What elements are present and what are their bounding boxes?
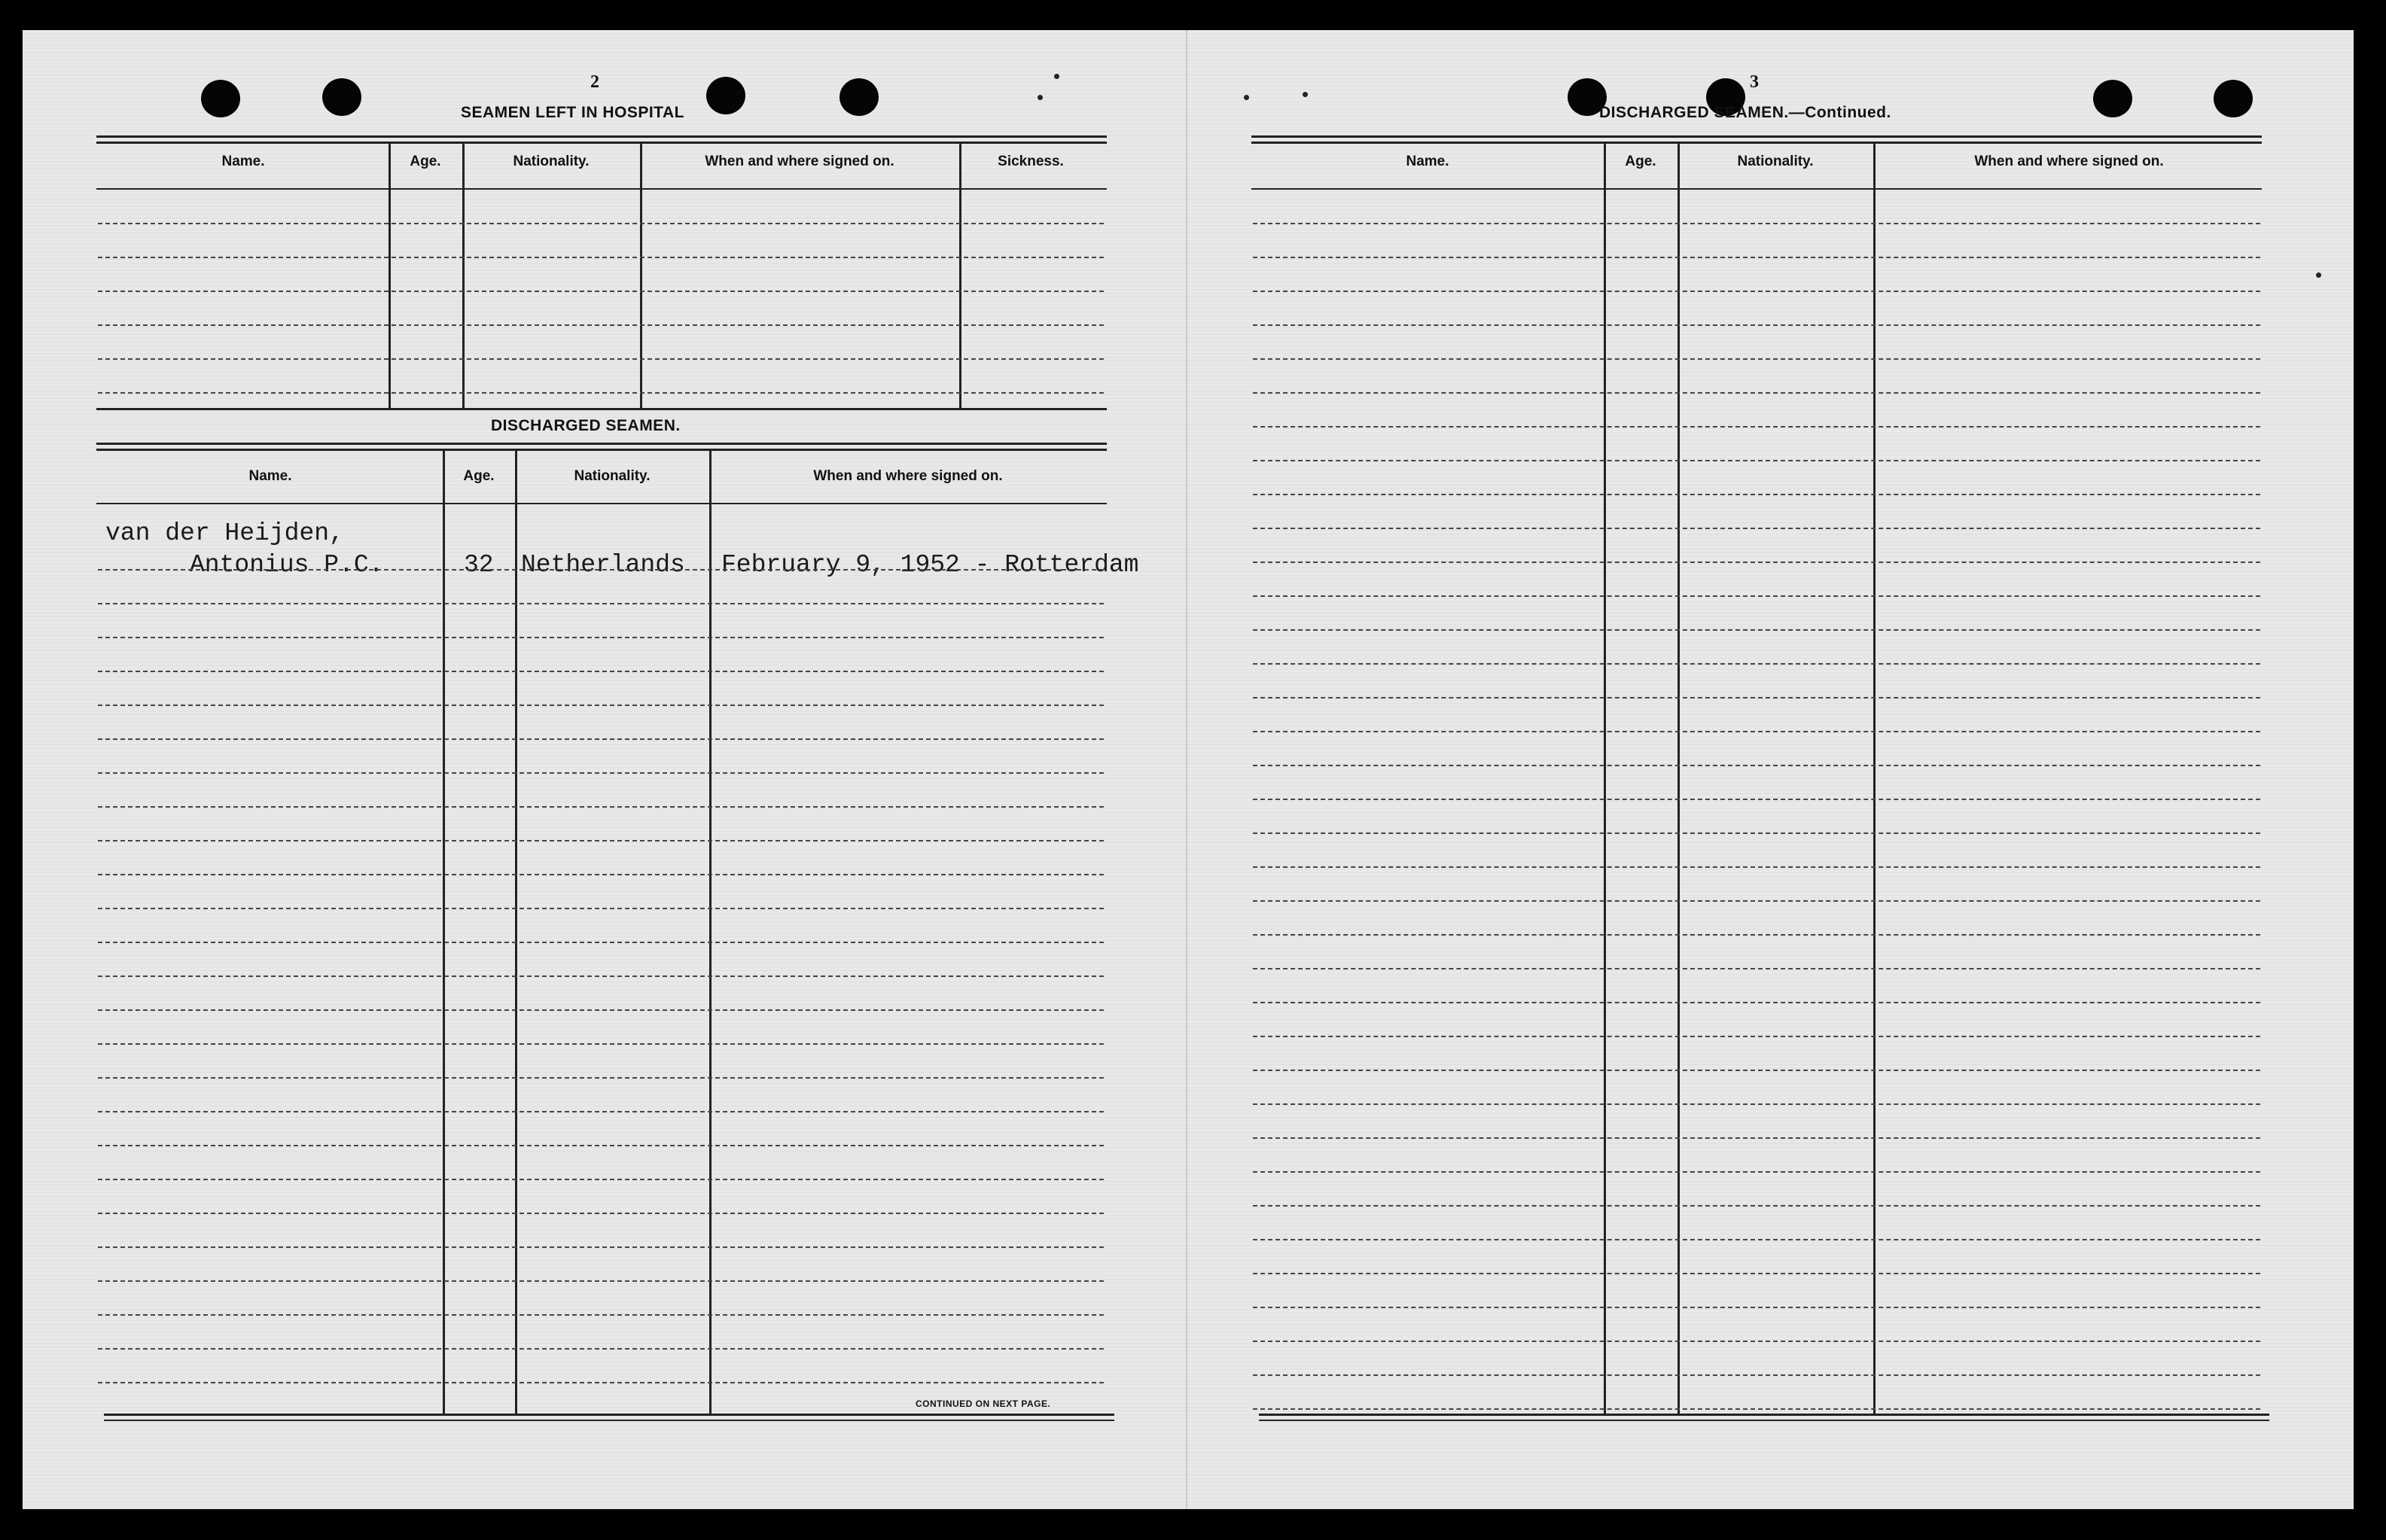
dotted-row-line (1253, 392, 2260, 394)
dotted-row-line (98, 975, 1104, 977)
punch-hole (2214, 80, 2253, 117)
dotted-row-line (1253, 1374, 2260, 1376)
dotted-row-line (1253, 562, 2260, 563)
dotted-row-line (1253, 1239, 2260, 1240)
dotted-row-line (1253, 1171, 2260, 1173)
page-number-right: 3 (1750, 72, 1759, 92)
dotted-row-line (98, 1145, 1104, 1146)
dotted-row-line (98, 772, 1104, 774)
dotted-row-line (98, 291, 1104, 292)
document-paper (23, 30, 2354, 1509)
dotted-row-line (1253, 426, 2260, 428)
right-col-nationality: Nationality. (1737, 154, 1814, 169)
hospital-table-top-rule (96, 135, 1107, 138)
page-number-left: 2 (590, 72, 599, 92)
right-table-bottom-rule (1259, 1414, 2269, 1416)
dotted-row-line (98, 392, 1104, 394)
entry-nationality: Netherlands (521, 551, 685, 579)
discharged-col-age: Age. (463, 468, 495, 484)
dotted-row-line (1253, 291, 2260, 292)
page-fold (1186, 30, 1187, 1509)
right-col-divider (1678, 142, 1680, 1414)
continued-footer: CONTINUED ON NEXT PAGE. (916, 1398, 1051, 1409)
dotted-row-line (1253, 460, 2260, 461)
dotted-row-line (98, 806, 1104, 808)
dotted-row-line (1253, 324, 2260, 326)
right-col-age: Age. (1625, 154, 1656, 169)
dotted-row-line (98, 223, 1104, 224)
dotted-row-line (1253, 1103, 2260, 1105)
dotted-row-line (1253, 494, 2260, 495)
dotted-row-line (98, 1348, 1104, 1350)
ink-speck (1038, 95, 1043, 100)
dotted-row-line (1253, 765, 2260, 766)
dotted-row-line (1253, 1070, 2260, 1071)
discharged-col-divider (709, 449, 712, 1414)
entry-name-line1: van der Heijden, (105, 519, 344, 547)
hospital-col-age: Age. (410, 154, 441, 169)
discharged-table-bottom-rule (104, 1420, 1114, 1421)
dotted-row-line (1253, 900, 2260, 902)
hospital-col-nationality: Nationality. (513, 154, 590, 169)
dotted-row-line (1253, 1002, 2260, 1003)
punch-hole (840, 78, 879, 116)
dotted-row-line (98, 1314, 1104, 1316)
discharged-table-top-rule (96, 443, 1107, 445)
dotted-row-line (98, 1213, 1104, 1214)
dotted-row-line (98, 1280, 1104, 1282)
dotted-row-line (1253, 697, 2260, 698)
right-col-name: Name. (1406, 154, 1449, 169)
discharged-col-nationality: Nationality. (574, 468, 651, 484)
right-table-top-rule (1251, 142, 2262, 144)
dotted-row-line (98, 569, 1104, 571)
dotted-row-line (98, 705, 1104, 706)
right-table-bottom-rule (1259, 1420, 2269, 1421)
hospital-col-divider (640, 142, 642, 408)
hospital-col-divider (389, 142, 391, 408)
dotted-row-line (98, 1246, 1104, 1248)
dotted-row-line (98, 324, 1104, 326)
right-col-divider (1604, 142, 1606, 1414)
entry-signed-on: February 9, 1952 - Rotterdam (721, 551, 1139, 579)
dotted-row-line (98, 257, 1104, 258)
discharged-table-bottom-rule (104, 1414, 1114, 1416)
ink-speck (1303, 92, 1308, 97)
dotted-row-line (98, 671, 1104, 672)
dotted-row-line (1253, 1408, 2260, 1410)
hospital-col-name: Name. (221, 154, 265, 169)
dotted-row-line (1253, 629, 2260, 631)
dotted-row-line (98, 1077, 1104, 1079)
dotted-row-line (1253, 934, 2260, 936)
dotted-row-line (1253, 663, 2260, 665)
discharged-header-rule (96, 503, 1107, 504)
discharged-col-divider (443, 449, 445, 1414)
entry-name-line2: Antonius P.C. (190, 551, 384, 579)
dotted-row-line (1253, 968, 2260, 969)
dotted-row-line (98, 1179, 1104, 1180)
discharged-col-divider (515, 449, 517, 1414)
dotted-row-line (98, 840, 1104, 842)
dotted-row-line (98, 603, 1104, 604)
hospital-col-divider (959, 142, 961, 408)
discharged-col-signed-on: When and where signed on. (813, 468, 1003, 484)
dotted-row-line (1253, 528, 2260, 529)
dotted-row-line (1253, 1307, 2260, 1308)
punch-hole (201, 80, 240, 117)
hospital-col-divider (462, 142, 465, 408)
hospital-col-signed-on: When and where signed on. (705, 154, 894, 169)
dotted-row-line (1253, 358, 2260, 360)
punch-hole (2093, 80, 2132, 117)
dotted-row-line (1253, 866, 2260, 868)
dotted-row-line (1253, 223, 2260, 224)
dotted-row-line (1253, 1205, 2260, 1207)
ink-speck (1054, 74, 1059, 79)
hospital-table-bottom-rule (96, 408, 1107, 410)
hospital-header-rule (96, 188, 1107, 190)
dotted-row-line (98, 738, 1104, 740)
hospital-table-top-rule (96, 142, 1107, 144)
punch-hole (706, 77, 745, 114)
discharged-section-title: DISCHARGED SEAMEN. (491, 417, 681, 434)
dotted-row-line (1253, 799, 2260, 800)
dotted-row-line (98, 358, 1104, 360)
entry-age: 32 (464, 551, 494, 579)
dotted-row-line (1253, 1341, 2260, 1342)
dotted-row-line (1253, 257, 2260, 258)
hospital-col-sickness: Sickness. (998, 154, 1064, 169)
discharged-table-top-rule (96, 449, 1107, 451)
dotted-row-line (98, 1009, 1104, 1011)
right-header-rule (1251, 188, 2262, 190)
dotted-row-line (1253, 832, 2260, 834)
dotted-row-line (1253, 595, 2260, 597)
dotted-row-line (1253, 1137, 2260, 1139)
dotted-row-line (98, 874, 1104, 875)
dotted-row-line (98, 637, 1104, 638)
hospital-section-title: SEAMEN LEFT IN HOSPITAL (461, 104, 684, 121)
dotted-row-line (98, 908, 1104, 909)
dotted-row-line (98, 942, 1104, 943)
dotted-row-line (98, 1043, 1104, 1045)
right-col-signed-on: When and where signed on. (1974, 154, 2164, 169)
dotted-row-line (1253, 1036, 2260, 1037)
dotted-row-line (98, 1111, 1104, 1112)
dotted-row-line (98, 1382, 1104, 1383)
discharged-col-name: Name. (248, 468, 292, 484)
ink-speck (1244, 95, 1249, 100)
ink-speck (2316, 272, 2321, 278)
dotted-row-line (1253, 1273, 2260, 1274)
punch-hole (322, 78, 361, 116)
dotted-row-line (1253, 731, 2260, 732)
right-table-top-rule (1251, 135, 2262, 138)
continued-section-title: DISCHARGED SEAMEN.—Continued. (1599, 104, 1891, 121)
right-col-divider (1873, 142, 1876, 1414)
